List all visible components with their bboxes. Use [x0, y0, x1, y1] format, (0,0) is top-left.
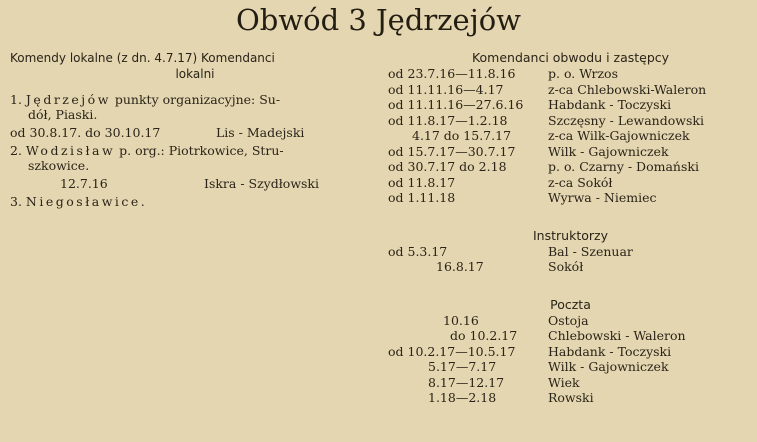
- row-name: Wiek: [548, 374, 580, 390]
- page-title: Obwód 3 Jędrzejów: [235, 3, 521, 37]
- row-name: Ostoja: [548, 312, 589, 328]
- row-date: od 11.11.16—4.17: [388, 81, 504, 97]
- row-name: z-ca Sokół: [548, 174, 613, 190]
- row-name: Szczęsny - Lewandowski: [548, 112, 704, 128]
- right-column: [388, 50, 753, 406]
- sub-date: od 30.8.17. do 30.10.17: [10, 125, 161, 140]
- row-date: 16.8.17: [436, 259, 484, 274]
- place-name: Niegosławice.: [25, 194, 148, 209]
- row-name: Wyrwa - Niemiec: [548, 190, 657, 205]
- table-row: [388, 144, 753, 160]
- place-name: Jędrzejów: [25, 92, 111, 107]
- row-name: p. o. Czarny - Domański: [548, 159, 699, 174]
- row-name: Wilk - Gajowniczek: [548, 143, 669, 159]
- table-row: [388, 82, 753, 98]
- item-number: 1.: [10, 92, 22, 107]
- item-text: p. org.: Piotrkowice, Stru-: [115, 143, 284, 158]
- item-text-continued: dół, Piaski.: [28, 107, 98, 122]
- local-command-item-2: [10, 143, 380, 173]
- table-row: [388, 328, 753, 344]
- row-date: 8.17—12.17: [428, 374, 505, 390]
- row-date: 1.18—2.18: [428, 390, 497, 405]
- row-name: Rowski: [548, 390, 594, 405]
- table-row: [388, 244, 753, 260]
- commanders-list: [388, 66, 753, 206]
- local-command-sub-1: [10, 125, 380, 140]
- local-command-item-3: [10, 194, 380, 209]
- local-command-sub-2: [10, 176, 380, 191]
- item-text: punkty organizacyjne: Su-: [110, 92, 281, 107]
- row-date: od 30.7.17 do 2.18: [388, 159, 507, 174]
- local-commands-heading-line1: Komendy lokalne (z dn. 4.7.17) Komendanci: [10, 51, 275, 65]
- table-row: [388, 113, 753, 129]
- row-date: od 11.8.17—1.2.18: [388, 112, 508, 128]
- row-date: od 15.7.17—30.7.17: [388, 143, 516, 159]
- instructors-heading: Instruktorzy: [533, 227, 608, 243]
- table-row: [388, 390, 753, 406]
- table-row: [388, 175, 753, 191]
- row-date: od 11.11.16—27.6.16: [388, 97, 524, 112]
- row-name: z-ca Wilk-Gajowniczek: [548, 128, 690, 143]
- local-commands-heading-line2: lokalni: [175, 67, 215, 81]
- row-date: od 10.2.17—10.5.17: [388, 343, 516, 359]
- row-date: od 11.8.17: [388, 174, 456, 190]
- local-commands-section: [10, 50, 380, 209]
- post-heading: Poczta: [550, 296, 591, 312]
- local-commands-heading: [10, 50, 380, 82]
- sub-name: Lis - Madejski: [216, 125, 305, 140]
- row-name: Bal - Szenuar: [548, 243, 633, 259]
- row-name: Habdank - Toczyski: [548, 97, 672, 112]
- table-row: [388, 313, 753, 329]
- table-row: [388, 190, 753, 206]
- table-row: [388, 259, 753, 275]
- row-date: od 1.11.18: [388, 190, 456, 205]
- item-number: 2.: [10, 143, 22, 158]
- commanders-heading: Komendanci obwodu i zastępcy: [471, 50, 670, 65]
- item-number: 3.: [10, 194, 22, 209]
- sub-date: 12.7.16: [60, 176, 108, 191]
- row-date: do 10.2.17: [450, 328, 518, 343]
- row-date: 4.17 do 15.7.17: [412, 128, 512, 143]
- row-date: 5.17—7.17: [428, 359, 497, 374]
- local-command-item-1: [10, 92, 380, 122]
- table-row: [388, 344, 753, 360]
- row-name: Chlebowski - Waleron: [548, 328, 686, 343]
- table-row: [388, 97, 753, 113]
- sub-name: Iskra - Szydłowski: [204, 176, 320, 191]
- row-date: od 5.3.17: [388, 243, 448, 259]
- table-row: [388, 159, 753, 175]
- table-row: [388, 66, 753, 82]
- row-name: z-ca Chlebowski-Waleron: [548, 81, 707, 97]
- instructors-list: [388, 244, 753, 275]
- row-name: Wilk - Gajowniczek: [548, 359, 669, 374]
- row-name: Habdank - Toczyski: [548, 343, 672, 359]
- row-date: od 23.7.16—11.8.16: [388, 66, 516, 81]
- post-list: [388, 313, 753, 406]
- table-row: [388, 375, 753, 391]
- item-text-continued: szkowice.: [28, 158, 90, 173]
- row-name: p. o. Wrzos: [548, 66, 618, 81]
- row-date: 10.16: [443, 312, 479, 328]
- table-row: [388, 359, 753, 375]
- table-row: [388, 128, 753, 144]
- place-name: Wodzisław: [25, 143, 116, 158]
- row-name: Sokół: [548, 259, 584, 274]
